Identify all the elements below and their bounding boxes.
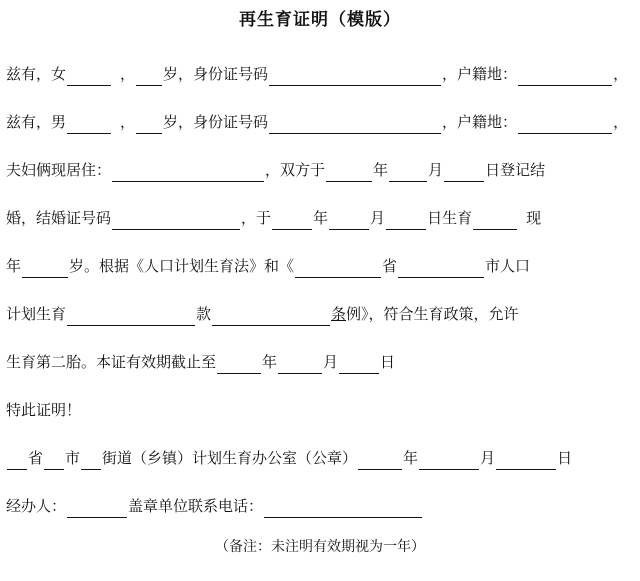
male-label: 兹有，男 (6, 113, 67, 131)
hukou-label: ，户籍地： (442, 65, 518, 83)
comma: ， (120, 113, 136, 131)
family-planning-label: 计划生育 (6, 305, 67, 323)
line-law (6, 254, 640, 278)
handler-label: 经办人： (6, 497, 67, 515)
province-label: 省 (28, 449, 44, 467)
year-label: 年 (373, 161, 389, 179)
marriage-cert-blank[interactable] (112, 211, 240, 230)
year-label: 年 (262, 353, 278, 371)
footnote: （备注：未注明有效期视为一年） (215, 539, 425, 555)
marriage-cert-label: 婚，结婚证号码 (6, 209, 112, 227)
city-population-label: 市人口 (485, 257, 531, 275)
day-birth-label: 日生育 (427, 209, 473, 227)
age-id-label: 岁，身份证号码 (163, 65, 269, 83)
clause-label: 款 (196, 305, 212, 323)
female-label: 兹有，女 (6, 65, 67, 83)
female-name-blank[interactable] (67, 67, 111, 86)
year-label: 年 (313, 209, 329, 227)
contact-phone-blank[interactable] (264, 499, 422, 518)
hukou-label: ，户籍地： (442, 113, 518, 131)
seal-month-blank[interactable] (419, 451, 479, 470)
month-label: 月 (323, 353, 339, 371)
hereby-certify-label: 特此证明！ (6, 401, 82, 419)
birth-month-blank[interactable] (329, 211, 369, 230)
day-label: 日 (380, 353, 396, 371)
male-id-blank[interactable] (269, 115, 441, 134)
now-label: 现 (526, 209, 542, 227)
day-register-label: 日登记结 (485, 161, 546, 179)
validity-label: 生育第二胎。本证有效期截止至 (6, 353, 217, 371)
line-regulation (6, 302, 640, 326)
seal-city-blank[interactable] (44, 451, 64, 470)
month-label: 月 (370, 209, 386, 227)
province-label: 省 (382, 257, 398, 275)
marriage-year-blank[interactable] (326, 163, 372, 182)
seal-day-blank[interactable] (496, 451, 556, 470)
expiry-month-blank[interactable] (278, 355, 322, 374)
city-label: 市 (65, 449, 81, 467)
seal-province-blank[interactable] (7, 451, 27, 470)
birth-year-blank[interactable] (272, 211, 312, 230)
day-label: 日 (557, 449, 573, 467)
line-residence (6, 158, 640, 182)
line-male (6, 110, 640, 134)
male-age-blank[interactable] (136, 115, 162, 134)
male-hukou-blank[interactable] (518, 115, 612, 134)
line-female (6, 62, 640, 86)
seal-year-blank[interactable] (358, 451, 402, 470)
line-hereby-certify (6, 398, 640, 422)
line-marriage-cert (6, 206, 640, 230)
law-reference-label: 岁。根据《人口计划生育法》和《 (69, 257, 295, 275)
birth-day-blank[interactable] (386, 211, 426, 230)
female-hukou-blank[interactable] (518, 67, 612, 86)
residence-label: 夫妇俩现居住： (6, 161, 112, 179)
line-validity (6, 350, 640, 374)
handler-blank[interactable] (67, 499, 127, 518)
comma: ， (613, 113, 629, 131)
month-label: 月 (480, 449, 496, 467)
office-seal-label: 街道（乡镇）计划生育办公室（公章） (102, 449, 358, 467)
contact-phone-label: 盖章单位联系电话： (128, 497, 264, 515)
line-office-seal (6, 446, 640, 470)
marriage-month-blank[interactable] (389, 163, 427, 182)
document-title: 再生育证明（模版） (239, 10, 401, 30)
month-label: 月 (428, 161, 444, 179)
seal-street-blank[interactable] (81, 451, 101, 470)
line-handler (6, 494, 640, 518)
regulation-policy-label: 例》，符合生育政策，允许 (346, 305, 519, 323)
male-name-blank[interactable] (67, 115, 111, 134)
female-id-blank[interactable] (269, 67, 441, 86)
marriage-day-blank[interactable] (444, 163, 484, 182)
clause-blank[interactable] (67, 307, 195, 326)
article-blank[interactable] (212, 307, 330, 326)
female-age-blank[interactable] (136, 67, 162, 86)
both-at-label: ，双方于 (265, 161, 326, 179)
article-label: 条 (331, 305, 347, 323)
residence-blank[interactable] (112, 163, 264, 182)
year-label: 年 (6, 257, 22, 275)
province-blank[interactable] (295, 259, 381, 278)
expiry-year-blank[interactable] (217, 355, 261, 374)
city-blank[interactable] (398, 259, 484, 278)
comma: ， (613, 65, 629, 83)
year-label: 年 (403, 449, 419, 467)
expiry-day-blank[interactable] (339, 355, 379, 374)
child-blank[interactable] (473, 211, 517, 230)
child-age-blank[interactable] (22, 259, 68, 278)
age-id-label: 岁，身份证号码 (163, 113, 269, 131)
comma: ， (120, 65, 136, 83)
at-label: ，于 (241, 209, 272, 227)
